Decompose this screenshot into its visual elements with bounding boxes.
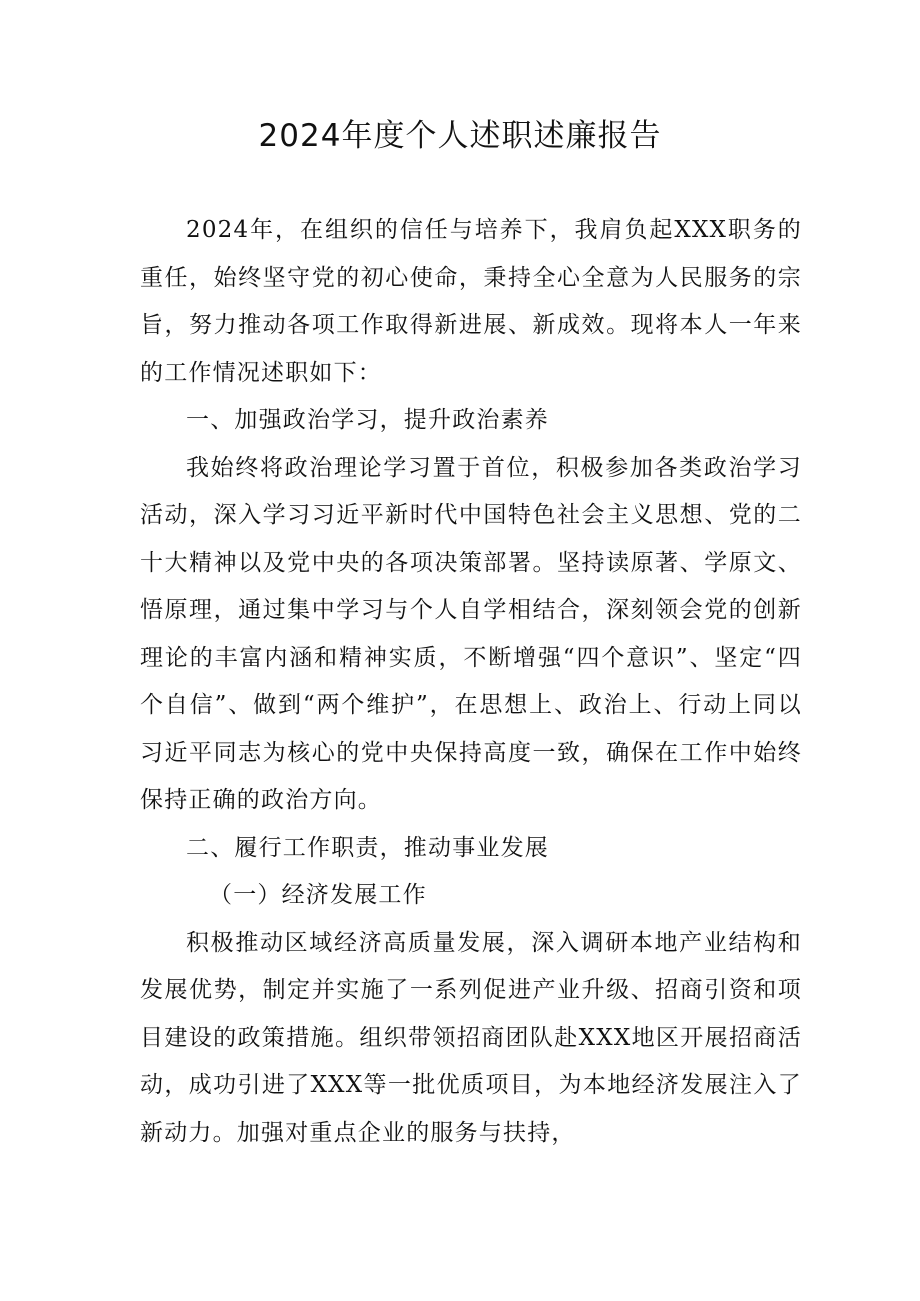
document-title: 2024年度个人述职述廉报告 [258,118,662,154]
intro-paragraph: 2024年，在组织的信任与培养下，我肩负起XXX职务的重任，始终坚守党的初心使命，秉持全心全意为人民服务的宗旨，努力推动各项工作取得新进展、新成效。现将本人一年来的工作情况述职如下： [140,217,802,386]
subsection-1-paragraph: 积极推动区域经济高质量发展，深入调研本地产业结构和发展优势，制定并实施了一系列促进产业升级、招商引资和项目建设的政策措施。组织带领招商团队赴XXX地区开展招商活动，成功引进了XXX等一批优质项目，为本地经济发展注入了新动力。加强对重点企业的服务与扶持， [140,929,802,1146]
section-heading-2: 二、履行工作职责，推动事业发展 [186,834,549,861]
document-body [140,207,802,1157]
section-heading-1: 一、加强政治学习，提升政治素养 [186,407,549,433]
subsection-heading-1: （一）经济发展工作 [209,882,427,908]
section-1-paragraph: 我始终将政治理论学习置于首位，积极参加各类政治学习活动，深入学习习近平新时代中国特色社会主义思想、党的二十大精神以及党中央的各项决策部署。坚持读原著、学原文、悟原理，通过集中学习与个人自学相结合，深刻领会党的创新理论的丰富内涵和精神实质，不断增强“四个意识”、坚定“四个自信”、做到“两个维护”，在思想上、政治上、行动上同以习近平同志为核心的党中央保持高度一致，确保在工作中始终保持正确的政治方向。 [140,454,802,813]
